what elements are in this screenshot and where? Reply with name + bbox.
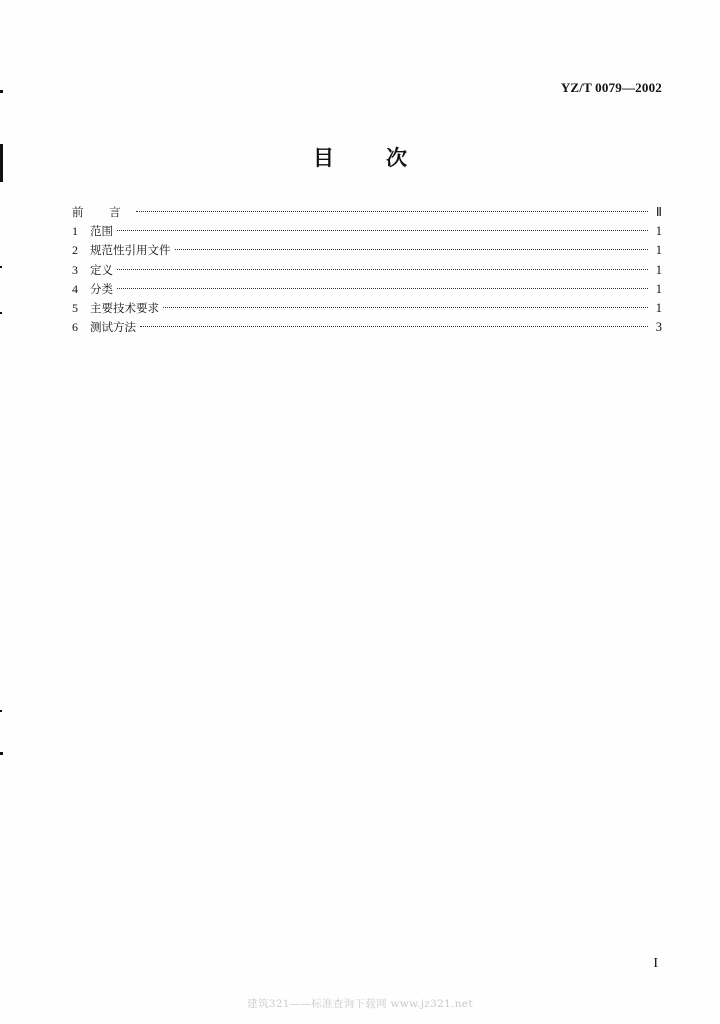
toc-entry-label: 前 言 [72,205,132,219]
toc-entry-number: 3 [72,262,78,277]
scan-edge-dot [0,90,3,93]
table-of-contents [72,203,662,337]
scan-edge-dot [0,710,2,712]
toc-entry-page: 1 [655,224,662,239]
toc-leader-dots [117,269,648,270]
toc-entry-page: 1 [655,243,662,258]
page-title: 目次 [313,146,459,170]
toc-entry-definitions[interactable] [72,261,662,280]
toc-entry-page: 1 [655,262,662,277]
page-number: I [653,956,658,971]
toc-leader-dots [140,326,648,327]
toc-leader-dots [175,249,649,250]
toc-entry-label: 规范性引用文件 [90,243,171,258]
toc-entry-number: 5 [72,300,78,315]
watermark: 建筑321——标准查询下载网 www.jz321.net [247,998,473,1010]
toc-entry-number: 2 [72,243,78,258]
toc-entry-page: 1 [655,300,662,315]
toc-entry-page: 3 [655,320,662,335]
toc-entry-foreword[interactable] [72,203,662,222]
toc-entry-technical-requirements[interactable] [72,299,662,318]
toc-entry-label: 主要技术要求 [90,300,159,315]
toc-entry-label: 范围 [90,224,113,239]
toc-entry-normative-references[interactable] [72,241,662,260]
toc-entry-page: Ⅱ [655,205,662,219]
toc-entry-label: 定义 [90,262,113,277]
toc-entry-page: 1 [655,281,662,296]
toc-leader-dots [117,230,648,231]
toc-entry-number: 4 [72,281,78,296]
toc-leader-dots [117,288,648,289]
toc-entry-label: 测试方法 [90,320,136,335]
scan-edge-dot [0,752,3,755]
toc-leader-dots [136,211,648,212]
toc-leader-dots [163,307,648,308]
toc-entry-label: 分类 [90,281,113,296]
scan-edge-dot [0,312,2,314]
scan-edge-dot [0,266,2,268]
standard-code: YZ/T 0079—2002 [560,80,662,95]
toc-entry-scope[interactable] [72,222,662,241]
toc-entry-classification[interactable] [72,280,662,299]
toc-entry-test-methods[interactable] [72,318,662,337]
toc-entry-number: 1 [72,224,78,239]
toc-entry-number: 6 [72,320,78,335]
